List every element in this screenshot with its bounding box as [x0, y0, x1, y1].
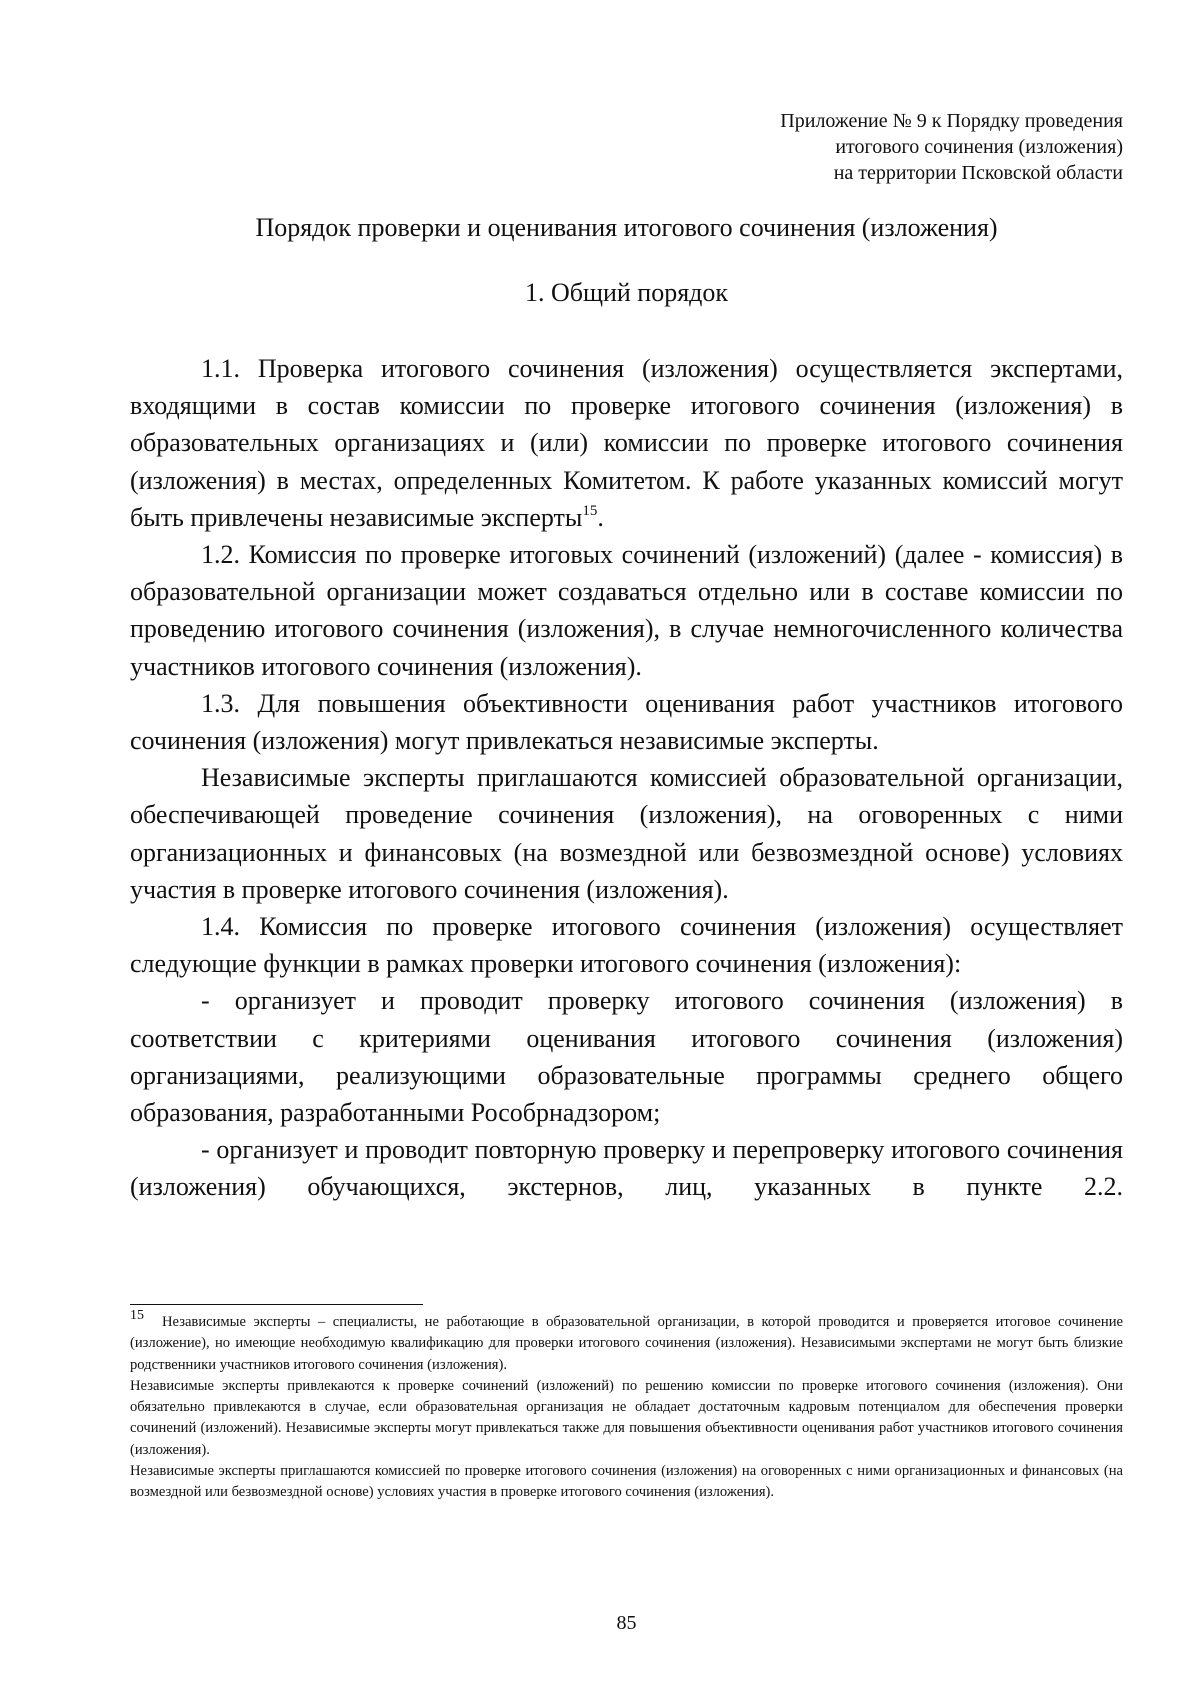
section-heading: 1. Общий порядок	[524, 278, 729, 307]
appendix-header	[523, 108, 1123, 186]
footnotes	[130, 1308, 1123, 1504]
paragraph-tail: .	[597, 502, 604, 532]
paragraph: 1.2. Комиссия по проверке итоговых сочинений (изложений) (далее - комиссия) в образовательной организации может создаваться отдельно или в составе комиссии по проведению итогового сочинения (изложения), в случае немногочисленного количества участников итогового сочинения (изложения).	[130, 540, 1123, 681]
footnote-paragraph: Независимые эксперты приглашаются комиссией по проверке итогового сочинения (изложения) на оговоренных с ними организационных и финансовых (на возмездной или безвозмездной основе) условиях участия в проверке итогового сочинения (изложения).	[130, 1463, 1123, 1501]
header-line: на территории Псковской области	[833, 162, 1123, 184]
document-body	[130, 350, 1123, 1206]
paragraph: 1.3. Для повышения объективности оценивания работ участников итогового сочинения (изложения) могут привлекаться независимые эксперты.	[130, 688, 1123, 756]
footnote-separator	[130, 1304, 423, 1305]
paragraph-text: 1.1. Проверка итогового сочинения (изложения) осуществляется экспертами, входящими в состав комиссии по проверке итогового сочинения (изложения) в образовательных организациях и (или) комиссии по проверке итогового сочинения (изложения) в местах, определенных Комитетом. К работе указанных комиссий могут быть привлечены независимые эксперты	[130, 354, 1123, 532]
footnote-paragraph	[130, 1308, 1123, 1376]
paragraph	[130, 350, 1123, 536]
page-number: 85	[616, 1612, 637, 1634]
paragraph: 1.4. Комиссия по проверке итогового сочинения (изложения) осуществляет следующие функции в рамках проверки итогового сочинения (изложения):	[130, 912, 1123, 979]
document-page	[130, 0, 1123, 1698]
paragraph: - организует и проводит проверку итогового сочинения (изложения) в соответствии с критериями оценивания итогового сочинения (изложения) организациями, реализующими образовательные программы среднего общего образования, разработанными Рособрнадзором;	[130, 986, 1123, 1128]
footnote-number: 15	[130, 1308, 144, 1323]
footnote-text: Независимые эксперты – специалисты, не работающие в образовательной организации, в которой проводится и проверяется итоговое сочинение (изложение), но имеющие необходимую квалификацию для проверки итогового сочинения (изложения). Независимыми экспертами не могут быть близкие родственники участников итогового сочинения (изложения).	[130, 1314, 1123, 1373]
document-title: Порядок проверки и оценивания итогового сочинения (изложения)	[255, 213, 998, 242]
footnote-reference[interactable]: 15	[582, 502, 598, 519]
paragraph: Независимые эксперты приглашаются комиссией образовательной организации, обеспечивающей проведение сочинения (изложения), на оговоренных с ними организационных и финансовых (на возмездной или безвозмездной основе) условиях участия в проверке итогового сочинения (изложения).	[130, 763, 1123, 904]
paragraph: - организует и проводит повторную проверку и перепроверку итогового сочинения (изложения) обучающихся, экстернов, лиц, указанных в пункте 2.2.	[130, 1135, 1123, 1202]
header-line: итогового сочинения (изложения)	[835, 136, 1123, 158]
header-line: Приложение № 9 к Порядку проведения	[780, 110, 1123, 132]
footnote-paragraph: Независимые эксперты привлекаются к проверке сочинений (изложений) по решению комиссии по проверке итогового сочинения (изложения). Они обязательно привлекаются в случае, если образовательная организация не обладает достаточным кадровым потенциалом для обеспечения проверки сочинений (изложений). Независимые эксперты могут привлекаться также для повышения объективности оценивания работ участников итогового сочинения (изложения).	[130, 1377, 1123, 1458]
